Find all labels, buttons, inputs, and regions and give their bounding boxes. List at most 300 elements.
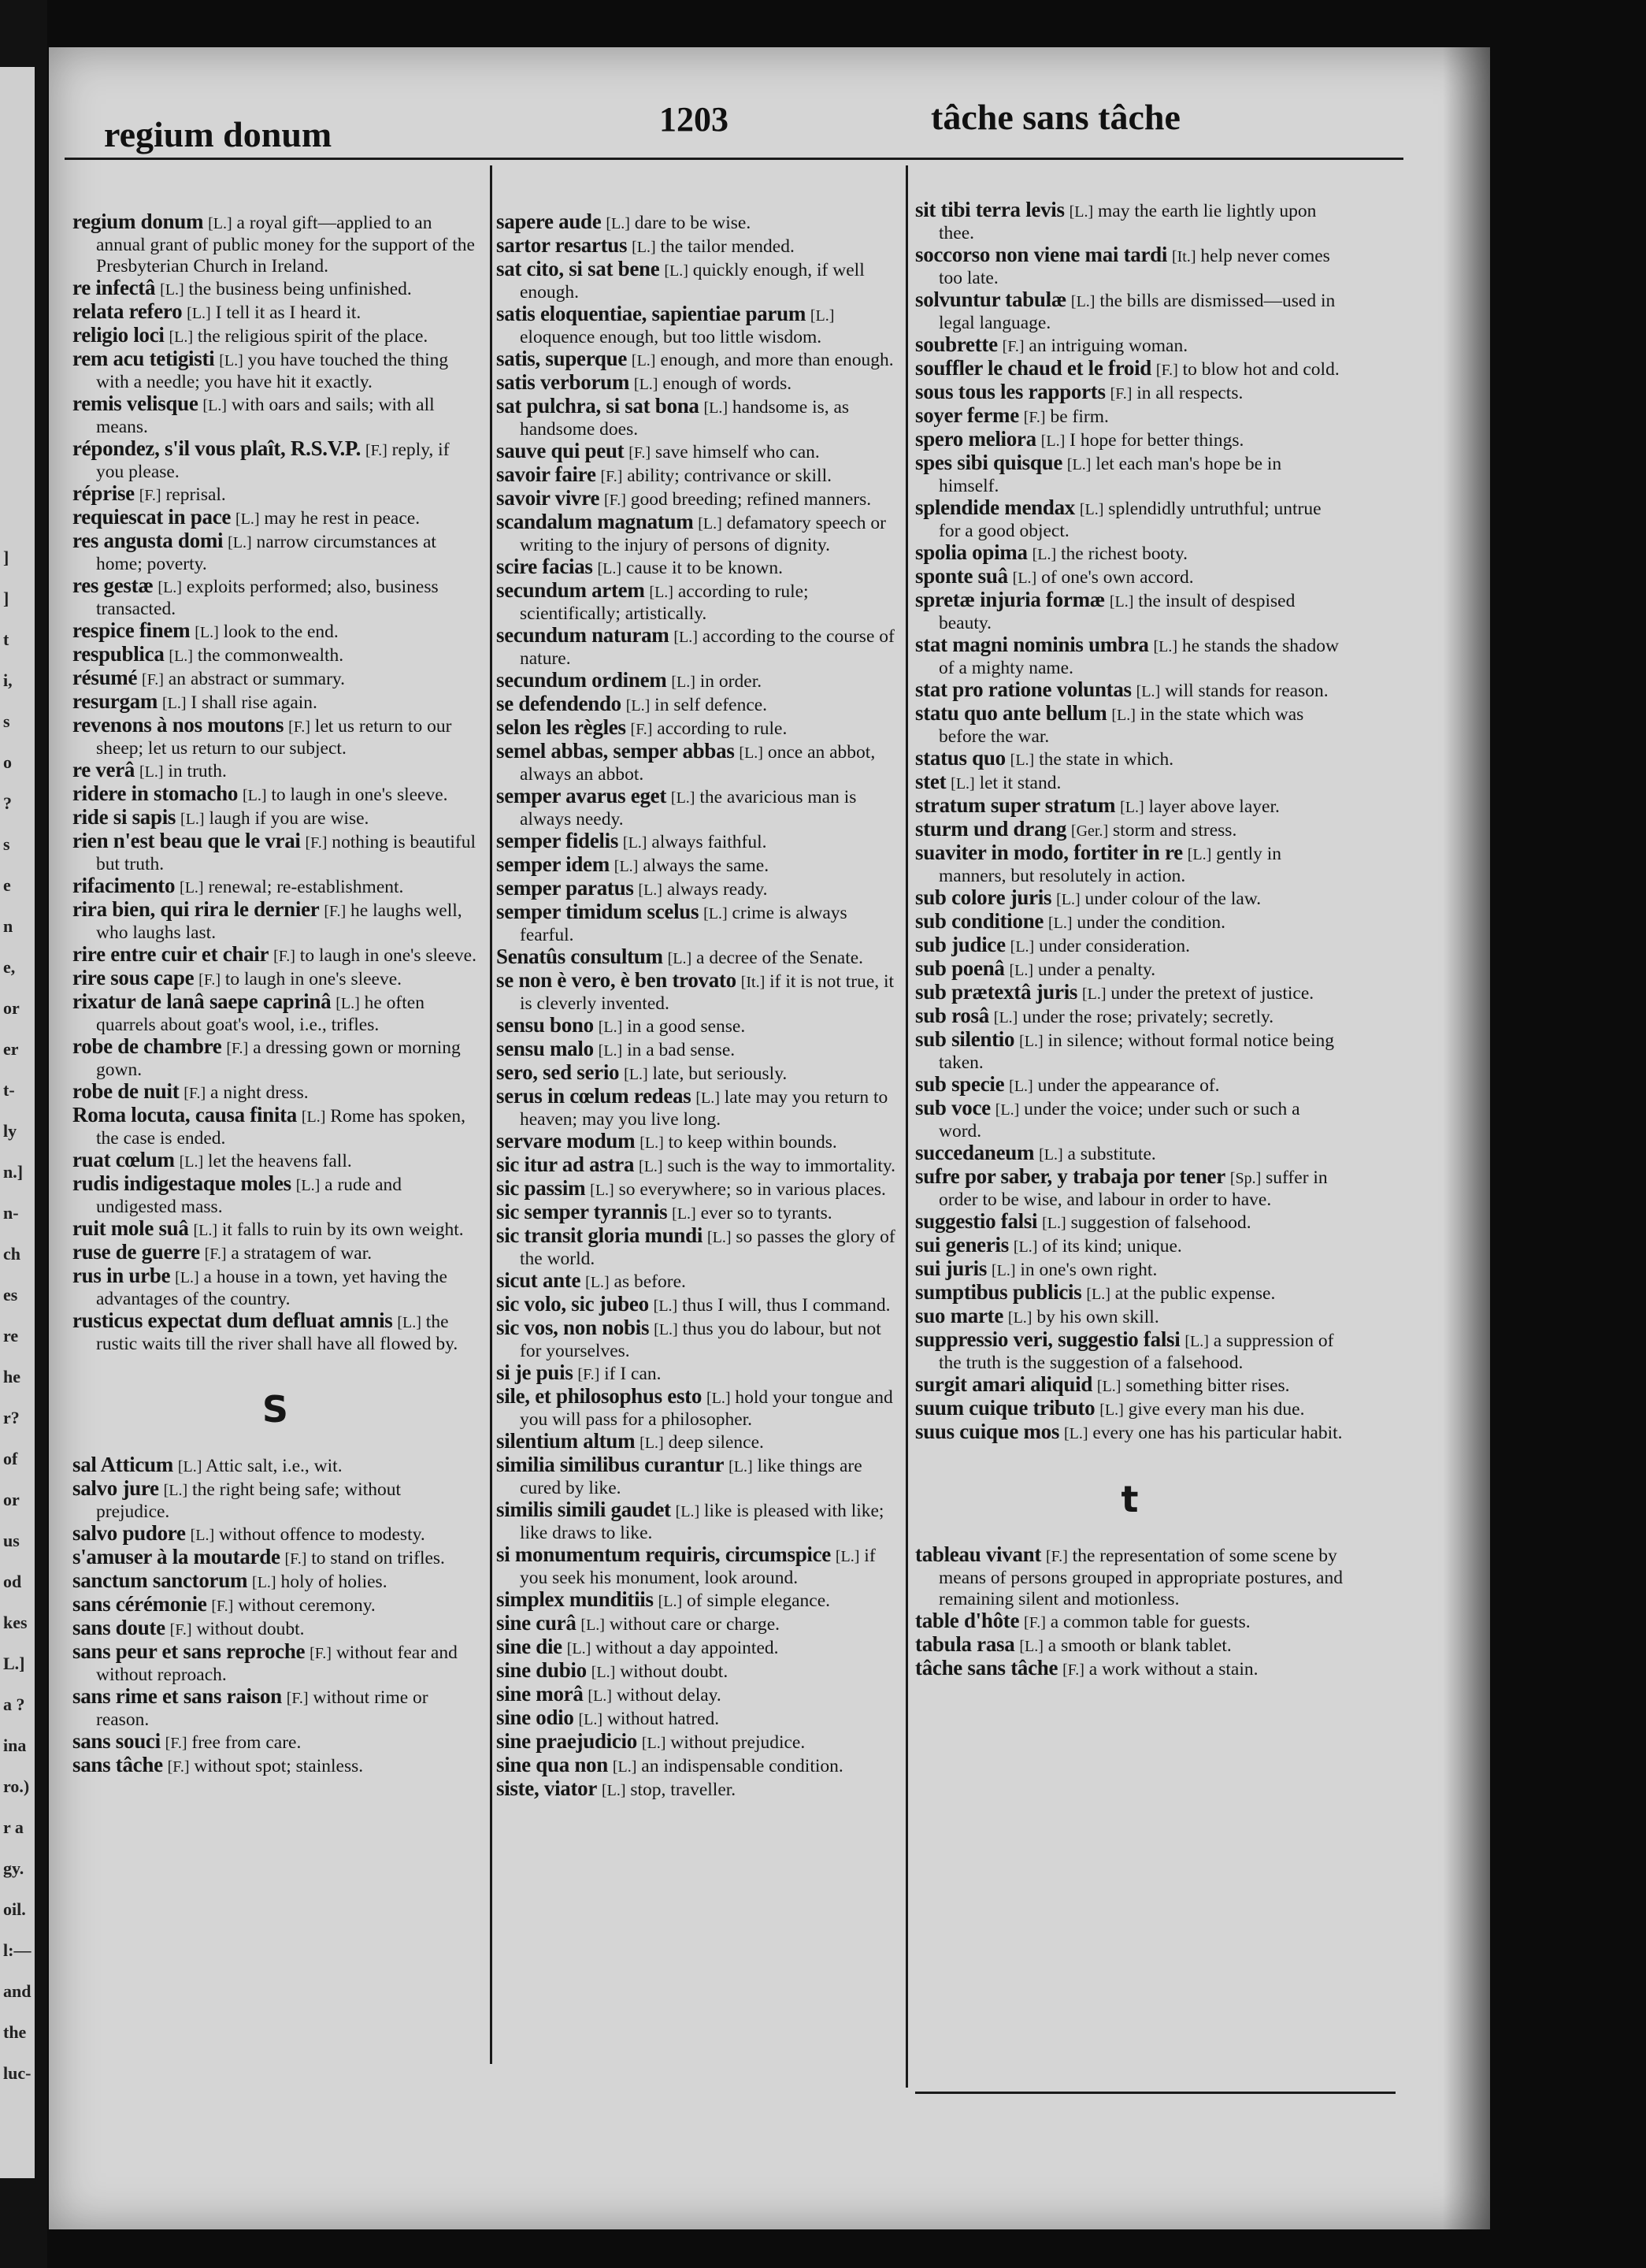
prev-page-fragment: ? [3, 793, 12, 813]
entry-language: [F.] [577, 1366, 600, 1383]
dictionary-entry [915, 1634, 1344, 1657]
prev-page-fragment: e, [3, 957, 16, 977]
entry-definition: look to the end. [223, 622, 339, 642]
prev-page-fragment: ly [3, 1121, 17, 1141]
prev-page-fragment: gy. [3, 1858, 24, 1878]
entry-definition: something bitter rises. [1125, 1375, 1290, 1396]
entry-headword: soyer ferme [915, 403, 1019, 427]
dictionary-entry [496, 511, 896, 556]
entry-language: [F.] [324, 903, 347, 920]
entry-language: [L.] [601, 1782, 626, 1799]
entry-headword: sans doute [72, 1616, 165, 1639]
entry-headword: si je puis [496, 1360, 573, 1384]
dictionary-entry [72, 1036, 478, 1081]
dictionary-entry [496, 693, 896, 717]
dictionary-entry [496, 1613, 896, 1636]
entry-language: [L.] [664, 262, 688, 280]
entry-language: [It.] [1171, 248, 1196, 265]
dictionary-entry [915, 381, 1344, 405]
entry-language: [L.] [180, 879, 204, 896]
dictionary-entry [915, 911, 1344, 934]
entry-definition: without hatred. [606, 1709, 720, 1729]
entry-headword: réprise [72, 481, 135, 505]
entry-language: [L.] [588, 1687, 612, 1705]
entry-language: [L.] [835, 1548, 860, 1565]
entry-headword: si monumentum requiris, circumspice [496, 1542, 831, 1566]
entry-definition: enough, and more than enough. [660, 350, 894, 370]
dictionary-entry [72, 807, 478, 830]
entry-language: [L.] [1099, 1401, 1124, 1419]
entry-language: [F.] [604, 492, 626, 509]
dictionary-entry [72, 530, 478, 575]
entry-headword: satis verborum [496, 370, 630, 394]
entry-definition: the richest booty. [1060, 544, 1188, 564]
dictionary-entry [72, 483, 478, 507]
entry-language: [L.] [169, 329, 194, 346]
dictionary-entry [72, 899, 478, 944]
entry-definition: every one has his particular habit. [1092, 1423, 1343, 1443]
entry-headword: sal Atticum [72, 1453, 173, 1476]
dictionary-entry [72, 830, 478, 875]
dictionary-entry [72, 620, 478, 644]
dictionary-entry [915, 1374, 1344, 1398]
dictionary-entry [496, 1683, 896, 1707]
entry-definition: reply, if you please. [96, 440, 450, 482]
dictionary-entry [496, 741, 896, 785]
entry-definition: without care or charge. [609, 1614, 780, 1635]
entry-language: [F.] [169, 1621, 192, 1639]
entry-definition: quickly enough, if well enough. [520, 260, 865, 303]
entry-language: [L.] [654, 1321, 678, 1338]
entry-language: [L.] [1013, 1238, 1038, 1256]
previous-page-edge [0, 67, 35, 2178]
entry-headword: salvo pudore [72, 1521, 186, 1545]
dictionary-entry [72, 301, 478, 325]
entry-language: [L.] [235, 510, 260, 528]
dictionary-entry [72, 1104, 478, 1149]
entry-headword: re verâ [72, 758, 135, 781]
dictionary-entry [496, 1154, 896, 1178]
entry-language: [F.] [226, 1040, 249, 1057]
running-head-right: tâche sans tâche [931, 97, 1181, 137]
entry-headword: serus in cœlum redeas [496, 1084, 691, 1108]
column-left [72, 211, 478, 1778]
dictionary-entry [915, 497, 1344, 542]
entry-definition: he often quarrels about goat's wool, i.e., trifles. [96, 993, 424, 1035]
entry-headword: secundum naturam [496, 623, 669, 647]
prev-page-fragment: ch [3, 1244, 20, 1264]
section-letter: S [261, 1388, 289, 1431]
dictionary-entry [72, 1686, 478, 1731]
entry-language: [L.] [1086, 1286, 1110, 1303]
entry-language: [F.] [284, 1550, 307, 1568]
entry-language: [L.] [639, 1158, 663, 1175]
dictionary-entry [496, 1086, 896, 1130]
entry-headword: stat magni nominis umbra [915, 633, 1149, 656]
dictionary-entry [915, 958, 1344, 982]
entry-definition: good breeding; refined manners. [630, 489, 872, 510]
entry-headword: revenons à nos moutons [72, 713, 284, 737]
entry-language: [F.] [139, 487, 161, 504]
entry-definition: to laugh in one's sleeve. [299, 945, 476, 966]
entry-definition: you have touched the thing with a needle; you have hit it exactly. [96, 350, 449, 392]
entry-language: [It.] [740, 974, 766, 991]
prev-page-fragment: l:— [3, 1940, 32, 1960]
entry-definition: a royal gift—applied to an annual grant of public money for the support of the Presbyterian Church in Ireland. [96, 213, 475, 277]
dictionary-entry [496, 1731, 896, 1754]
entry-headword: semper idem [496, 852, 610, 876]
entry-headword: sub silentio [915, 1027, 1015, 1051]
entry-headword: servare modum [496, 1129, 636, 1153]
entry-language: [L.] [993, 1009, 1018, 1026]
entry-definition: without doubt. [620, 1661, 728, 1682]
prev-page-fragment: od [3, 1572, 22, 1591]
entry-definition: to laugh in one's sleeve. [271, 785, 448, 805]
entry-definition: thus I will, thus I command. [682, 1295, 891, 1316]
entry-language: [L.] [219, 352, 243, 369]
entry-headword: sero, sed serio [496, 1060, 620, 1084]
dictionary-entry [72, 325, 478, 348]
entry-language: [L.] [653, 1297, 678, 1315]
entry-definition: the right being safe; without prejudice. [96, 1479, 402, 1522]
entry-definition: without spot; stainless. [194, 1756, 364, 1776]
entry-language: [L.] [810, 307, 835, 325]
entry-definition: let each man's hope be in himself. [939, 454, 1282, 496]
entry-language: [F.] [630, 721, 653, 738]
entry-headword: se defendendo [496, 692, 621, 715]
entry-headword: sans cérémonie [72, 1592, 207, 1616]
entry-definition: in truth. [168, 761, 227, 781]
entry-headword: silentium altum [496, 1429, 636, 1453]
entry-definition: to blow hot and cold. [1182, 359, 1340, 380]
entry-language: [L.] [612, 1758, 637, 1776]
entry-definition: defamatory speech or writing to the injury of persons of dignity. [520, 513, 886, 555]
entry-definition: ability; contrivance or skill. [627, 466, 832, 486]
dictionary-entry [496, 901, 896, 946]
entry-headword: rus in urbe [72, 1264, 171, 1287]
entry-language: [L.] [1019, 1033, 1044, 1050]
entry-headword: satis eloquentiae, sapientiae parum [496, 302, 806, 325]
dictionary-entry [915, 1329, 1344, 1374]
entry-headword: Senatûs consultum [496, 945, 663, 968]
entry-language: [L.] [698, 515, 722, 533]
entry-definition: under the pretext of justice. [1110, 983, 1314, 1004]
entry-definition: handsome is, as handsome does. [520, 397, 850, 440]
entry-definition: cause it to be known. [625, 558, 783, 578]
entry-language: [L.] [566, 1640, 591, 1657]
entry-headword: spretæ injuria formæ [915, 588, 1105, 611]
entry-definition: in all respects. [1136, 383, 1244, 403]
dictionary-entry [915, 1421, 1344, 1445]
entry-headword: sic itur ad astra [496, 1153, 635, 1176]
dictionary-entry [72, 644, 478, 667]
entry-definition: holy of holies. [280, 1572, 387, 1592]
entry-headword: sui generis [915, 1233, 1009, 1256]
entry-definition: narrow circumstances at home; poverty. [96, 532, 436, 574]
dictionary-entry [915, 842, 1344, 887]
entry-headword: sans souci [72, 1729, 161, 1753]
entry-language: [L.] [1187, 846, 1212, 863]
entry-definition: Rome has spoken, the case is ended. [96, 1106, 465, 1149]
entry-language: [L.] [1007, 1309, 1032, 1327]
entry-language: [L.] [667, 950, 692, 967]
dictionary-entry [496, 1130, 896, 1154]
entry-language: [L.] [190, 1527, 215, 1544]
entry-headword: selon les règles [496, 715, 626, 739]
entry-headword: se non è vero, è ben trovato [496, 968, 736, 992]
entry-language: [F.] [365, 442, 387, 459]
entry-headword: rusticus expectat dum defluat amnis [72, 1308, 393, 1332]
dictionary-entry [72, 1081, 478, 1104]
entry-headword: suaviter in modo, fortiter in re [915, 841, 1183, 864]
entry-definition: to stand on trifles. [311, 1548, 445, 1568]
entry-headword: stat pro ratione voluntas [915, 677, 1132, 701]
entry-language: [L.] [649, 584, 673, 601]
entry-language: [L.] [1066, 456, 1092, 473]
prev-page-fragment: t [3, 629, 9, 649]
prev-page-fragment: i, [3, 670, 13, 690]
dictionary-entry [496, 348, 896, 372]
entry-language: [F.] [198, 971, 221, 989]
dictionary-entry [496, 303, 896, 348]
entry-headword: ride si sapis [72, 805, 176, 829]
entry-headword: sub colore juris [915, 885, 1052, 909]
entry-definition: in the state which was before the war. [939, 704, 1304, 747]
entry-language: [F.] [1002, 338, 1025, 355]
entry-headword: rire sous cape [72, 966, 195, 989]
entry-language: [L.] [641, 1735, 666, 1752]
dictionary-entry [72, 1570, 478, 1594]
entry-headword: suo marte [915, 1304, 1004, 1327]
entry-headword: spero meliora [915, 427, 1036, 451]
prev-page-fragment: o [3, 752, 12, 772]
dictionary-entry [915, 289, 1344, 334]
dictionary-entry [915, 1142, 1344, 1166]
entry-language: [F.] [1155, 362, 1178, 379]
entry-headword: sine qua non [496, 1753, 608, 1776]
entry-headword: respice finem [72, 618, 191, 642]
entry-headword: suus cuique mos [915, 1420, 1060, 1443]
entry-language: [L.] [585, 1274, 610, 1291]
entry-language: [L.] [728, 1458, 753, 1475]
prev-page-fragment: ina [3, 1735, 27, 1755]
entry-language: [L.] [639, 1435, 664, 1452]
entry-language: [L.] [625, 697, 651, 715]
entry-headword: semper fidelis [496, 829, 619, 852]
dictionary-entry [915, 703, 1344, 748]
entry-language: [L.] [1063, 1425, 1088, 1442]
entry-language: [L.] [672, 1205, 696, 1223]
dictionary-entry [496, 235, 896, 258]
entry-language: [F.] [142, 671, 164, 689]
entry-headword: sine morâ [496, 1682, 584, 1706]
entry-language: [F.] [1045, 1548, 1068, 1565]
entry-definition: the rustic waits till the river shall have all flowed by. [96, 1312, 458, 1354]
entry-language: [F.] [1110, 385, 1133, 403]
entry-definition: under the rose; privately; secretly. [1022, 1007, 1274, 1027]
entry-headword: solvuntur tabulæ [915, 288, 1067, 311]
entry-language: [L.] [1120, 799, 1144, 816]
dictionary-entry [496, 1062, 896, 1086]
dictionary-entry [72, 715, 478, 759]
dictionary-entry [496, 1270, 896, 1294]
dictionary-entry [496, 785, 896, 830]
entry-definition: under colour of the law. [1084, 889, 1262, 909]
entry-definition: a night dress. [210, 1082, 309, 1103]
entry-definition: a smooth or blank tablet. [1047, 1635, 1232, 1656]
entry-definition: under consideration. [1039, 936, 1190, 956]
dictionary-entry [915, 1305, 1344, 1329]
entry-headword: semper timidum scelus [496, 900, 699, 923]
entry-definition: under the voice; under such or such a word. [939, 1099, 1300, 1141]
dictionary-entry [496, 464, 896, 488]
entry-definition: under the appearance of. [1037, 1075, 1220, 1096]
entry-headword: rien n'est beau que le vrai [72, 829, 301, 852]
entry-definition: in order. [699, 671, 762, 692]
dictionary-entry [915, 679, 1344, 703]
prev-page-fragment: s [3, 711, 10, 731]
entry-headword: siste, viator [496, 1776, 598, 1800]
entry-language: [F.] [1062, 1661, 1084, 1679]
entry-definition: so everywhere; so in various places. [618, 1179, 886, 1200]
entry-definition: the commonwealth. [197, 645, 344, 666]
entry-definition: if you seek his monument, look around. [520, 1546, 876, 1588]
page-number: 1203 [659, 100, 728, 139]
entry-language: [L.] [1079, 501, 1104, 518]
entry-language: [L.] [670, 789, 695, 807]
prev-page-fragment: t- [3, 1080, 15, 1100]
entry-headword: satis, superque [496, 347, 628, 370]
dictionary-entry [496, 488, 896, 511]
prev-page-fragment: ro.) [3, 1776, 30, 1796]
dictionary-entry [496, 1201, 896, 1225]
entry-headword: scire facias [496, 555, 593, 578]
entry-language: [L.] [1109, 593, 1134, 611]
dictionary-entry [496, 878, 896, 901]
entry-language: [L.] [671, 674, 695, 691]
entry-language: [L.] [614, 858, 639, 875]
entry-definition: of its kind; unique. [1042, 1236, 1182, 1256]
prev-page-fragment: e [3, 875, 11, 895]
dictionary-entry [72, 1731, 478, 1754]
entry-definition: of simple elegance. [687, 1591, 831, 1611]
entry-definition: always faithful. [651, 832, 767, 852]
entry-definition: the tailor mended. [660, 236, 795, 257]
running-head-left: regium donum [104, 114, 332, 154]
dictionary-entry [496, 1589, 896, 1613]
bottom-rule-right [915, 2092, 1396, 2094]
dictionary-entry [915, 1029, 1344, 1074]
dictionary-entry [72, 348, 478, 393]
entry-language: [L.] [187, 305, 211, 322]
entry-language: [L.] [295, 1177, 321, 1194]
entry-headword: rire entre cuir et chair [72, 942, 269, 966]
entry-headword: succedaneum [915, 1141, 1035, 1164]
entry-language: [L.] [1081, 986, 1107, 1003]
dictionary-entry [72, 1478, 478, 1523]
entry-language: [L.] [195, 624, 219, 641]
entry-language: [L.] [673, 629, 698, 646]
entry-language: [F.] [1023, 409, 1046, 426]
dictionary-entry [915, 542, 1344, 566]
dictionary-entry [496, 1431, 896, 1454]
entry-language: [F.] [165, 1735, 187, 1752]
entry-headword: sile, et philosophus esto [496, 1384, 703, 1408]
prev-page-fragment: he [3, 1367, 20, 1386]
dictionary-page [49, 47, 1490, 2229]
entry-language: [L.] [1153, 638, 1178, 655]
dictionary-entry [496, 1294, 896, 1317]
entry-headword: sans tâche [72, 1753, 163, 1776]
entry-headword: sanctum sanctorum [72, 1568, 248, 1592]
entry-definition: it falls to ruin by its own weight. [221, 1219, 464, 1240]
entry-language: [L.] [622, 834, 647, 852]
entry-language: [L.] [179, 1153, 204, 1171]
entry-definition: the business being unfinished. [188, 279, 412, 299]
entry-headword: sub rosâ [915, 1004, 989, 1027]
dictionary-entry [496, 372, 896, 395]
entry-language: [L.] [163, 1482, 188, 1499]
entry-definition: in a bad sense. [627, 1040, 736, 1060]
entry-headword: soccorso non viene mai tardi [915, 243, 1168, 266]
entry-definition: always ready. [666, 879, 768, 900]
entry-language: [L.] [1047, 915, 1073, 932]
dictionary-entry [915, 358, 1344, 381]
entry-language: [L.] [639, 1134, 664, 1152]
entry-language: [F.] [204, 1245, 227, 1263]
entry-headword: sous tous les rapports [915, 380, 1106, 403]
entry-definition: free from care. [191, 1732, 302, 1753]
entry-definition: at the public expense. [1114, 1283, 1276, 1304]
entry-definition: the religious spirit of the place. [197, 326, 428, 347]
dictionary-entry [496, 830, 896, 854]
entry-language: [Sp.] [1229, 1170, 1262, 1187]
prev-page-fragment: r? [3, 1408, 20, 1427]
entry-language: [L.] [1009, 1078, 1033, 1095]
entry-definition: the state in which. [1039, 749, 1174, 770]
dictionary-entry [496, 395, 896, 440]
entry-language: [L.] [301, 1108, 326, 1126]
entry-definition: suggestion of falsehood. [1070, 1212, 1251, 1233]
entry-language: [L.] [638, 882, 662, 899]
entry-language: [F.] [273, 948, 295, 965]
entry-language: [L.] [597, 560, 622, 577]
dictionary-entry [72, 1546, 478, 1570]
entry-definition: under the condition. [1077, 912, 1226, 933]
entry-definition: an abstract or summary. [168, 669, 346, 689]
entry-headword: resurgam [72, 689, 158, 713]
entry-definition: help never comes too late. [939, 246, 1330, 288]
entry-definition: like is pleased with like; like draws to like. [520, 1501, 884, 1543]
dictionary-entry [915, 429, 1344, 452]
entry-headword: status quo [915, 746, 1006, 770]
entry-headword: religio loci [72, 323, 165, 347]
entry-language: [L.] [598, 1042, 623, 1060]
entry-headword: suppressio veri, suggestio falsi [915, 1327, 1181, 1351]
entry-headword: suum cuique tributo [915, 1396, 1095, 1420]
entry-headword: salvo jure [72, 1476, 159, 1500]
prev-page-fragment: r a [3, 1817, 24, 1837]
dictionary-entry [72, 507, 478, 530]
prev-page-fragment: es [3, 1285, 18, 1305]
dictionary-entry [915, 1211, 1344, 1234]
entry-definition: late may you return to heaven; may you live long. [520, 1087, 888, 1130]
dictionary-entry [496, 717, 896, 741]
dictionary-entry [72, 967, 478, 991]
entry-language: [L.] [242, 787, 267, 804]
entry-definition: storm and stress. [1113, 820, 1237, 841]
dictionary-entry [72, 875, 478, 899]
